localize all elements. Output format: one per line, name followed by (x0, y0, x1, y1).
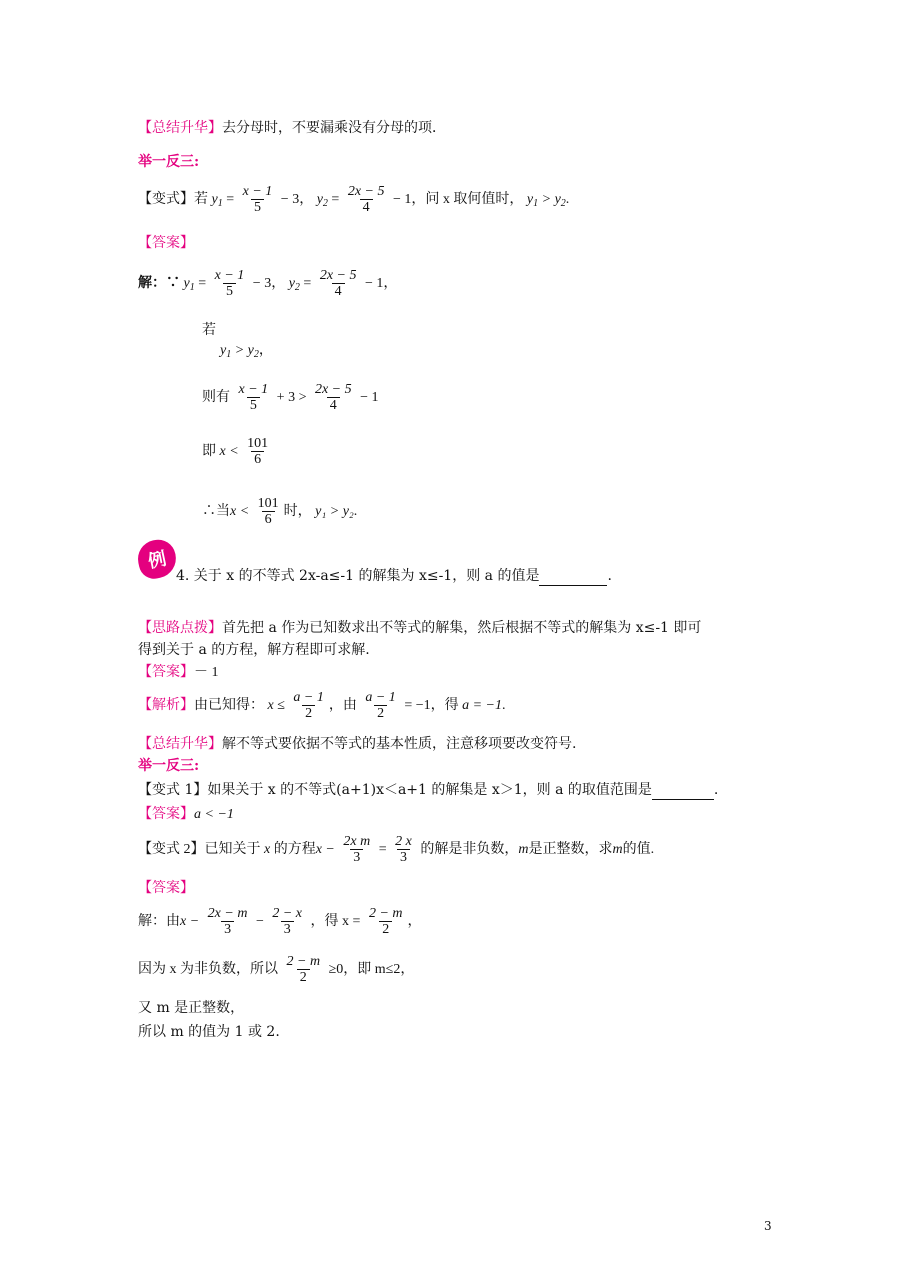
answer-2-label: 【答案】 (138, 664, 194, 680)
hint-text-1: 首先把 a 作为已知数求出不等式的解集，然后根据不等式的解集为 x≤-1 即可 (222, 620, 702, 636)
answer-2-line (138, 662, 219, 683)
variant-2-pre: 已知关于 (204, 842, 261, 857)
fraction-x-minus-1-over-5: $\frac{x - 1}{5}$ (242, 183, 273, 216)
answer-v1-label: 【答案】 (138, 806, 194, 822)
shi-text: 时， (283, 504, 312, 519)
summary-text: 去分母时，不要漏乘没有分母的项． (222, 120, 446, 136)
plus3: + 3 > (276, 390, 307, 405)
ruo-text: 若 (202, 322, 216, 338)
ji-text: 即 (202, 444, 216, 459)
solution-therefore: ∴当x < $\frac{101}{6}$ 时， y₁ > y₂. (202, 495, 358, 528)
variant-end: . (565, 192, 570, 207)
sol2-mid: ，得 x = (310, 914, 361, 929)
variant-2-label: 【变式 2】 (138, 842, 205, 857)
therefore-text: ∴当 (202, 504, 230, 519)
answer-v1-value: a < −1 (194, 807, 234, 822)
summary-2-label: 【总结升华】 (138, 736, 222, 752)
zeyou-text: 则有 (202, 390, 230, 405)
sol2-pre: 解：由 (138, 914, 180, 929)
summary-2-text: 解不等式要依据不等式的基本性质，注意移项要改变符号. (222, 736, 577, 752)
answer-v1-line (138, 804, 234, 825)
variant-2-post2: 是正整数，求 (528, 842, 613, 857)
variant-1-text: 如果关于 x 的不等式(a+1)x＜a+1 的解集是 x＞1，则 a 的取值范围是 (207, 782, 652, 798)
variant-mid: ，问 x 取何值时， (411, 192, 524, 207)
example-4-line: 4. 关于 x 的不等式 2x-a≤-1 的解集为 x≤-1，则 a 的值是 . (176, 568, 612, 584)
answer-blank-2[interactable] (652, 785, 714, 800)
jyfs-heading-2: 举一反三: (138, 758, 200, 774)
solution-ruo: 若 $y_1 > y_2$， (202, 322, 273, 360)
ruo-condition: $y_1 > y_2$ (220, 343, 259, 360)
minus1: − 1 (360, 390, 379, 405)
variant-2-x: x (264, 842, 271, 857)
solution-lead: 解：∵ (138, 276, 180, 291)
variant-2-eq: = (378, 842, 387, 857)
solution-2-line-1: 解：由x − $\frac{2x - m}{3}$ − $\frac{2 - x}{3}$ ，得 x = $\frac{2 - m}{2}$ ， (138, 905, 422, 938)
variant-2-line: 【变式 2】已知关于 x 的方程x − $\frac{\text{2x m}}{3}$ = $\frac{2 x}{3}$ 的解是非负数，m是正整数，求m的值. (138, 833, 655, 866)
y1-symbol: $y_1$ (211, 192, 223, 209)
answer-2-value: － 1 (194, 665, 219, 680)
solution-2-line-3: 又 m 是正整数， (138, 1000, 245, 1016)
eq2-tail: − 1 (393, 192, 412, 207)
sol2-l2-post: ≥0，即 m≤2， (328, 962, 415, 977)
answer-blank-1[interactable] (539, 571, 607, 586)
example-text: 4. 关于 x 的不等式 2x-a≤-1 的解集为 x≤-1，则 a 的值是 (176, 568, 540, 584)
answer-label-3: 【答案】 (138, 880, 194, 896)
analysis-mid: ，由 (328, 698, 357, 713)
solution-zeyou: 则有 $\frac{x - 1}{5}$ + 3 > $\frac{2x - 5}{4}$ − 1 (202, 381, 379, 414)
y1-gt-y2: $y_1 > y_2$ (526, 192, 566, 209)
hint-line-2: 得到关于 a 的方程，解方程即可求解. (138, 642, 370, 658)
solution-line-1: 解：∵ $y_1$ = $\frac{x - 1}{5}$ − 3， $y_2$ = $\frac{2x - 5}{4}$ − 1， (138, 267, 398, 300)
fraction-2x-minus-5-over-4: $\frac{2x - 5}{4}$ (347, 183, 385, 216)
conclusion-gt: y₁ > y₂ (315, 504, 354, 519)
sol-fraction-1: $\frac{x - 1}{5}$ (214, 267, 245, 300)
jyfs-heading-1: 举一反三: (138, 154, 200, 170)
solution-2-line-4: 所以 m 的值为 1 或 2. (138, 1024, 280, 1040)
variant-2-post3: 的值. (622, 842, 655, 857)
x-lt: x < (219, 444, 239, 459)
variant-label: 【变式】 (138, 192, 194, 207)
summary-label: 【总结升华】 (138, 120, 222, 136)
analysis-line: 【解析】由已知得： x ≤ $\frac{a - 1}{2}$ ，由 $\frac{a - 1}{2}$ = −1，得 a = −1. (138, 689, 506, 722)
variant-2-m: m (518, 842, 529, 857)
variant-line: 【变式】若 $y_1$ = $\frac{x - 1}{5}$ − 3， $y_2$ = $\frac{2x - 5}{4}$ − 1，问 x 取何值时， $y_1 > y_2$. (138, 183, 570, 216)
hint-line-1 (138, 618, 701, 638)
answer-label-1: 【答案】 (138, 235, 194, 251)
analysis-eq: = −1 (404, 698, 431, 713)
eq1-tail: − 3， (280, 192, 314, 207)
variant-1-line: 【变式 1】如果关于 x 的不等式(a+1)x＜a+1 的解集是 x＞1，则 a 的取值范围是 . (138, 782, 719, 798)
solution-ji: 即 x < $\frac{101}{6}$ (202, 435, 269, 468)
example-badge: 例 (134, 536, 179, 581)
summary-line-2 (138, 734, 576, 754)
analysis-mid2: ，得 (430, 698, 459, 713)
analysis-pre: 由已知得： (194, 698, 264, 713)
variant-2-pre2: 的方程 (273, 842, 316, 857)
analysis-label: 【解析】 (138, 698, 194, 713)
lhs-x: x − (315, 842, 335, 857)
variant-1-label: 【变式 1】 (138, 782, 208, 798)
page-number: 3 (764, 1219, 772, 1233)
x-le: x ≤ (267, 698, 285, 713)
solution-2-line-2: 因为 x 为非负数，所以 $\frac{2 - m}{2}$ ≥0，即 m≤2， (138, 953, 415, 986)
analysis-result: a = −1 (462, 698, 503, 713)
sol2-l2-pre: 因为 x 为非负数，所以 (138, 962, 278, 977)
variant-pre: 若 (194, 192, 208, 207)
y2-symbol: $y_2$ (316, 192, 328, 209)
variant-2-post: 的解是非负数， (420, 842, 519, 857)
hint-label: 【思路点拨】 (138, 620, 222, 636)
summary-line-1 (138, 118, 446, 138)
sol-fraction-2: $\frac{2x - 5}{4}$ (319, 267, 357, 300)
